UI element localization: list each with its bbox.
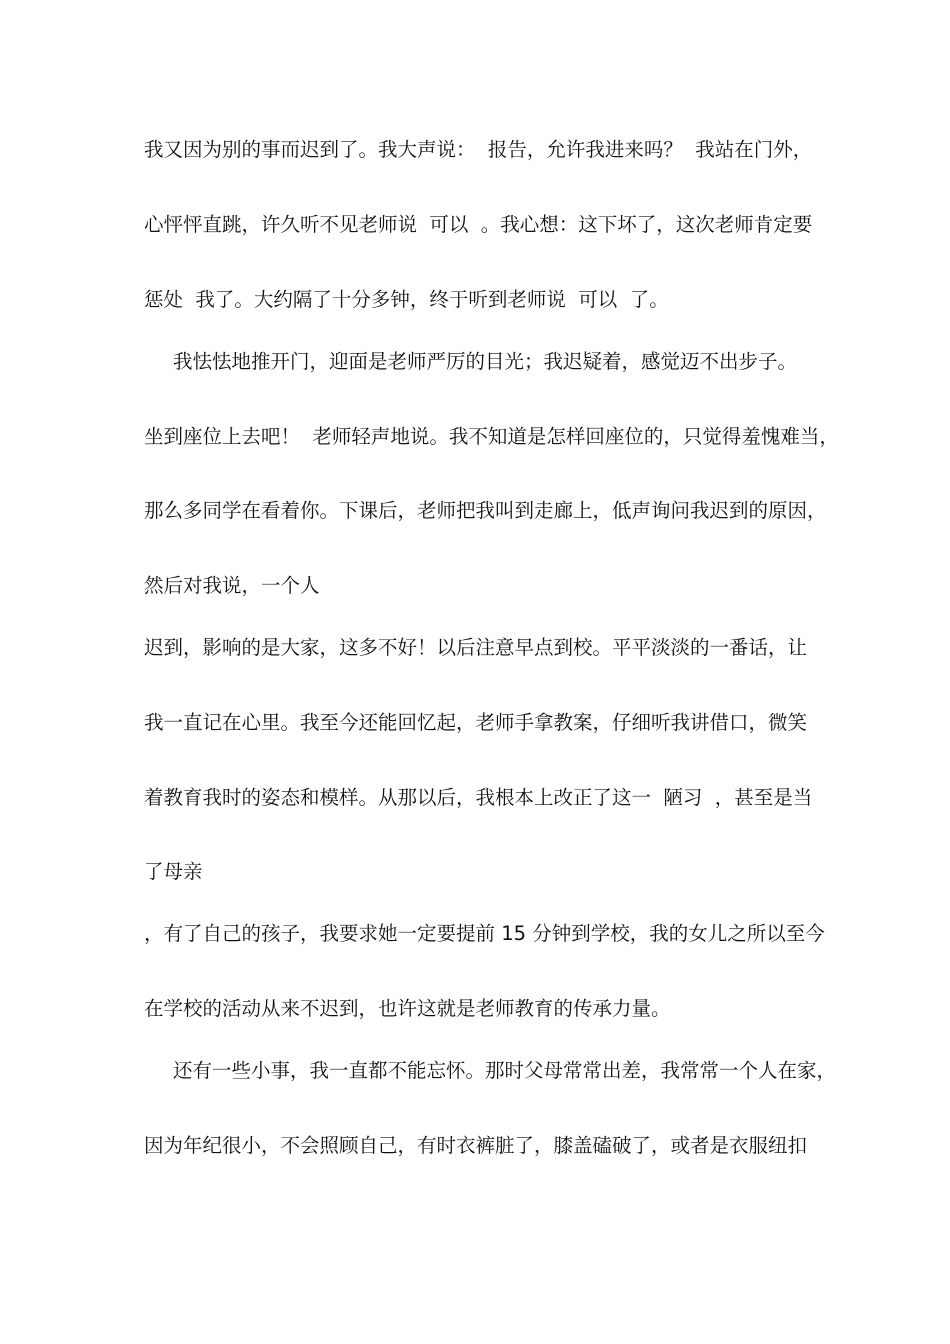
text-line: 在学校的活动从来不迟到，也许这就是老师教育的传承力量。 [144,997,671,1020]
text-line: 因为年纪很小，不会照顾自己，有时衣裤脏了，膝盖磕破了，或者是衣服纽扣 [144,1134,808,1157]
text-line: 了母亲 [144,860,203,883]
text-line: 心怦怦直跳，许久听不见老师说 可以 。我心想：这下坏了，这次老师肯定要 [144,213,813,236]
text-line: 我又因为别的事而迟到了。我大声说： 报告，允许我进来吗？ 我站在门外， [144,138,813,161]
text-line: ，有了自己的孩子，我要求她一定要提前 15 分钟到学校，我的女儿之所以至今 [144,922,825,945]
text-line: 坐到座位上去吧！ 老师轻声地说。我不知道是怎样回座位的，只觉得羞愧难当， [144,425,839,448]
text-line: 那么多同学在看着你。下课后，老师把我叫到走廊上，低声询问我迟到的原因， [144,499,827,522]
text-line: 惩处 我了。大约隔了十分多钟，终于听到老师说 可以 了。 [144,288,669,311]
paragraph-start-line: 还有一些小事，我一直都不能忘怀。那时父母常常出差，我常常一个人在家， [173,1059,837,1082]
text-line: 着教育我时的姿态和模样。从那以后，我根本上改正了这一 陋习 ，甚至是当 [144,786,813,809]
text-line: 迟到，影响的是大家，这多不好！以后注意早点到校。平平淡淡的一番话，让 [144,636,808,659]
text-line: 然后对我说，一个人 [144,574,320,597]
text-line: 我一直记在心里。我至今还能回忆起，老师手拿教案，仔细听我讲借口，微笑 [144,711,808,734]
paragraph-start-line: 我怯怯地推开门，迎面是老师严厉的目光；我迟疑着，感觉迈不出步子。 [173,350,798,373]
